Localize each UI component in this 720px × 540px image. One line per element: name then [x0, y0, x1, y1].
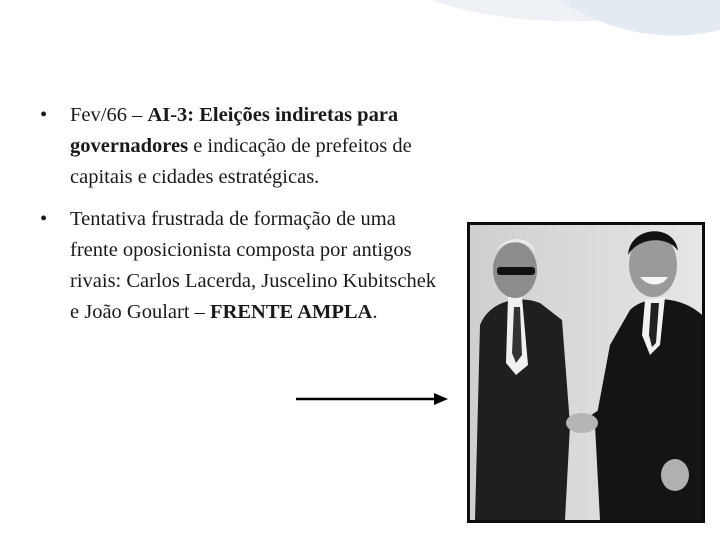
bullet-tail-text: . [372, 301, 378, 323]
bullet-item-frente-ampla [40, 204, 440, 328]
bullet-lead-text: Tentativa frustrada de formação de uma frente oposicionista composta por antigos rivais: Carlos Lacerda, Juscelino Kubitschek e João Goulart – [70, 208, 437, 323]
bullet-marker: • [40, 104, 48, 126]
photo-illustration [470, 225, 702, 520]
bullet-marker: • [40, 208, 48, 230]
decorative-wave [0, 0, 720, 80]
bullet-bold-text: FRENTE AMPLA [210, 301, 373, 323]
arrow-icon [296, 390, 448, 408]
bullet-bold-text: AI-3: Eleições indiretas para governadores [70, 104, 399, 157]
bullet-item-ai3 [40, 100, 440, 193]
bullet-tail-text: e indicação de prefeitos de capitais e cidades estratégicas. [70, 135, 412, 188]
historical-photo-handshake [467, 222, 705, 523]
bullet-list [40, 100, 440, 339]
bullet-lead-text: Fev/66 – [70, 104, 148, 126]
